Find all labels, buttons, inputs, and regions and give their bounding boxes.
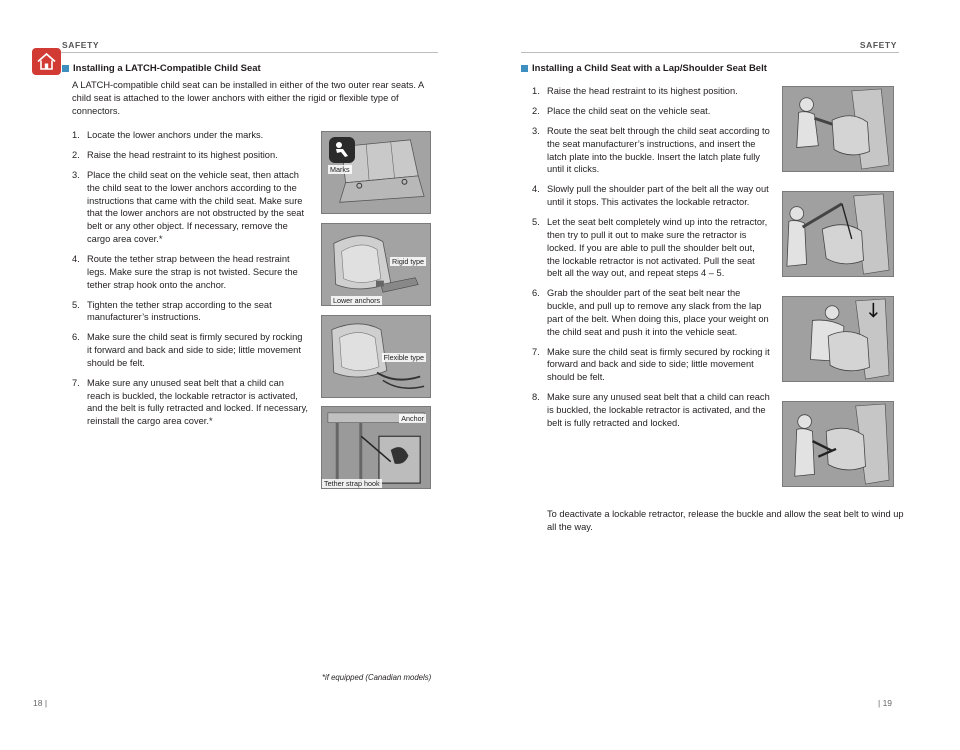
marks-label: Marks xyxy=(330,165,350,174)
list-item: 6. Grab the shoulder part of the seat belt near the buckle, and pull up to remove any slack from the lap part of the belt. When doing this, place your weight on the child seat and push it into the vehicle seat. xyxy=(532,288,769,337)
rigid-connector-illustration xyxy=(321,223,431,306)
right-page xyxy=(480,0,960,750)
home-icon[interactable] xyxy=(32,48,61,75)
list-item: 6. Make sure the child seat is firmly secured by rocking it forward and back and side to side; little movement should be felt. xyxy=(72,332,303,368)
square-bullet-icon xyxy=(62,65,69,72)
header-rule xyxy=(60,52,438,53)
child-seat-mark-icon xyxy=(329,137,355,163)
lower-anchors-label: Lower anchors xyxy=(333,296,381,305)
heading-text: Installing a Child Seat with a Lap/Shoulder Seat Belt xyxy=(532,63,767,74)
latch-steps-list xyxy=(72,129,308,435)
list-item: 8. Make sure any unused seat belt that a child can reach is buckled, the lockable retractor is activated, and the belt is fully retracted and locked. xyxy=(532,392,770,428)
tether-anchor-illustration xyxy=(321,406,431,489)
square-bullet-icon xyxy=(521,65,528,72)
tether-strap-hook-label: Tether strap hook xyxy=(324,479,380,488)
seat-belt-steps-list xyxy=(532,85,770,437)
footnote: *if equipped (Canadian models) xyxy=(322,673,432,682)
list-item: 1. Locate the lower anchors under the marks. xyxy=(72,130,264,140)
list-item: 2. Raise the head restraint to its highest position. xyxy=(72,149,278,160)
pull-shoulder-belt-illustration xyxy=(782,191,894,277)
header-rule xyxy=(521,52,899,53)
list-item: 7. Make sure any unused seat belt that a child can reach is buckled, the lockable retractor is activated, and the belt is fully retracted and locked. If necessary, reinstall the cargo area cover.* xyxy=(72,377,309,427)
intro-paragraph: A LATCH-compatible child seat can be installed in either of the two outer rear seats. A child seat is attached to the lower anchors with either the rigid or flexible type of connectors. xyxy=(72,80,424,117)
section-heading xyxy=(62,63,261,74)
list-item: 3. Route the seat belt through the child seat according to the seat manufacturer’s instructions, and insert the latch plate into the buckle. Insert the latch plate fully until it clicks. xyxy=(532,125,770,175)
section-label: SAFETY xyxy=(62,40,100,50)
list-item: 7. Make sure the child seat is firmly secured by rocking it forward and back and side to side; little movement should be felt. xyxy=(532,346,770,383)
page-number: 18 | xyxy=(33,698,48,708)
heading-text: Installing a LATCH-Compatible Child Seat xyxy=(73,63,261,74)
person-placing-seat-illustration xyxy=(782,86,894,172)
section-label: SAFETY xyxy=(859,40,897,50)
list-item: 4. Slowly pull the shoulder part of the belt all the way out until it stops. This activates the lockable retractor. xyxy=(532,184,769,208)
list-item: 1. Raise the head restraint to its highest position. xyxy=(532,86,738,96)
list-item: 4. Route the tether strap between the head restraint legs. Make sure the strap is not twisted. Secure the tether strap hook onto the anchor. xyxy=(72,253,298,290)
list-item: 5. Let the seat belt completely wind up into the retractor, then try to pull it out to make sure the retractor is locked. If you are able to pull the shoulder belt out, the lockable retractor is not activated. Pull the seat belt all the way out, and repeat steps 4 – 5. xyxy=(532,217,768,279)
section-heading xyxy=(521,63,767,74)
rigid-type-label: Rigid type xyxy=(392,257,424,266)
remove-slack-illustration xyxy=(782,296,894,382)
rear-seat-marks-illustration xyxy=(321,131,431,214)
check-seat-secured-illustration xyxy=(782,401,894,487)
flexible-type-label: Flexible type xyxy=(383,353,424,362)
closing-paragraph: To deactivate a lockable retractor, release the buckle and allow the seat belt to wind up all the way. xyxy=(547,509,904,533)
list-item: 3. Place the child seat on the vehicle seat, then attach the child seat to the lower anchors according to the instructions that came with the child seat. Make sure that the lower anchors are not obstructed by the seat belt or any other object. If necessary, remove the cargo area cover.* xyxy=(72,169,305,244)
anchor-label: Anchor xyxy=(401,414,424,423)
list-item: 2. Place the child seat on the vehicle seat. xyxy=(532,105,711,116)
list-item: 5. Tighten the tether strap according to the seat manufacturer’s instructions. xyxy=(72,299,272,323)
flexible-connector-illustration xyxy=(321,315,431,398)
page-number: | 19 xyxy=(878,698,893,708)
